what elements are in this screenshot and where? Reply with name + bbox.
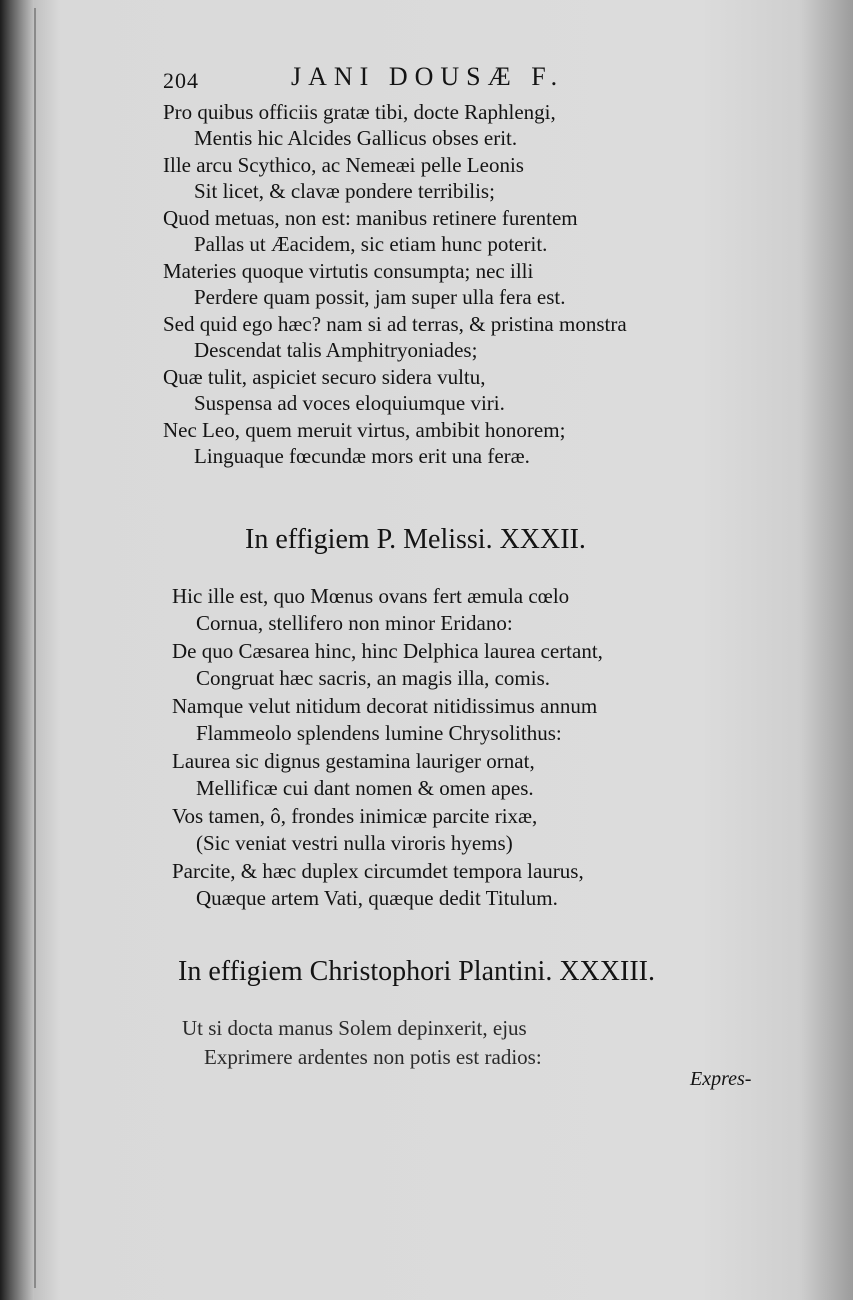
verse-line: Congruat hæc sacris, an magis illa, comis. <box>196 666 551 690</box>
verse-line: Pro quibus officiis gratæ tibi, docte Raphlengi, <box>163 100 556 124</box>
verse-line: Suspensa ad voces eloquiumque viri. <box>194 391 505 415</box>
verse-line: Perdere quam possit, jam super ulla fera est. <box>194 285 566 309</box>
verse-line: De quo Cæsarea hinc, hinc Delphica laurea certant, <box>172 639 603 663</box>
verse-line: Sed quid ego hæc? nam si ad terras, & pristina monstra <box>163 312 627 336</box>
poem-2-title: In effigiem P. Melissi. XXXII. <box>245 524 586 555</box>
page-number: 204 <box>163 68 199 93</box>
verse-line: Cornua, stellifero non minor Eridano: <box>196 611 513 635</box>
verse-line: Descendat talis Amphitryoniades; <box>194 338 478 362</box>
running-head: JANI DOUSÆ F. <box>291 62 565 91</box>
verse-line: Ut si docta manus Solem depinxerit, ejus <box>182 1016 527 1040</box>
verse-line: Parcite, & hæc duplex circumdet tempora laurus, <box>172 859 584 883</box>
page-header <box>163 62 643 96</box>
poem-3-title: In effigiem Christophori Plantini. XXXIII. <box>178 956 655 987</box>
verse-line: (Sic veniat vestri nulla viroris hyems) <box>196 831 513 855</box>
verse-line: Materies quoque virtutis consumpta; nec illi <box>163 259 534 283</box>
verse-line: Pallas ut Æacidem, sic etiam hunc poterit. <box>194 232 548 256</box>
verse-line: Exprimere ardentes non potis est radios: <box>204 1045 542 1069</box>
verse-line: Quæ tulit, aspiciet securo sidera vultu, <box>163 365 486 389</box>
verse-line: Hic ille est, quo Mœnus ovans fert æmula cœlo <box>172 584 570 608</box>
verse-line: Namque velut nitidum decorat nitidissimus annum <box>172 694 598 718</box>
verse-line: Flammeolo splendens lumine Chrysolithus: <box>196 721 562 745</box>
verse-line: Ille arcu Scythico, ac Nemeæi pelle Leonis <box>163 153 524 177</box>
verse-line: Quæque artem Vati, quæque dedit Titulum. <box>196 886 558 910</box>
verse-line: Nec Leo, quem meruit virtus, ambibit honorem; <box>163 418 566 442</box>
verse-line: Linguaque fœcundæ mors erit una feræ. <box>194 444 530 468</box>
verse-line: Quod metuas, non est: manibus retinere furentem <box>163 206 578 230</box>
verse-line: Sit licet, & clavæ pondere terribilis; <box>194 179 495 203</box>
verse-line: Mentis hic Alcides Gallicus obses erit. <box>194 126 518 150</box>
catchword: Expres- <box>690 1068 752 1090</box>
verse-line: Mellificæ cui dant nomen & omen apes. <box>196 776 534 800</box>
verse-line: Vos tamen, ô, frondes inimicæ parcite rixæ, <box>172 804 538 828</box>
verse-line: Laurea sic dignus gestamina lauriger ornat, <box>172 749 535 773</box>
